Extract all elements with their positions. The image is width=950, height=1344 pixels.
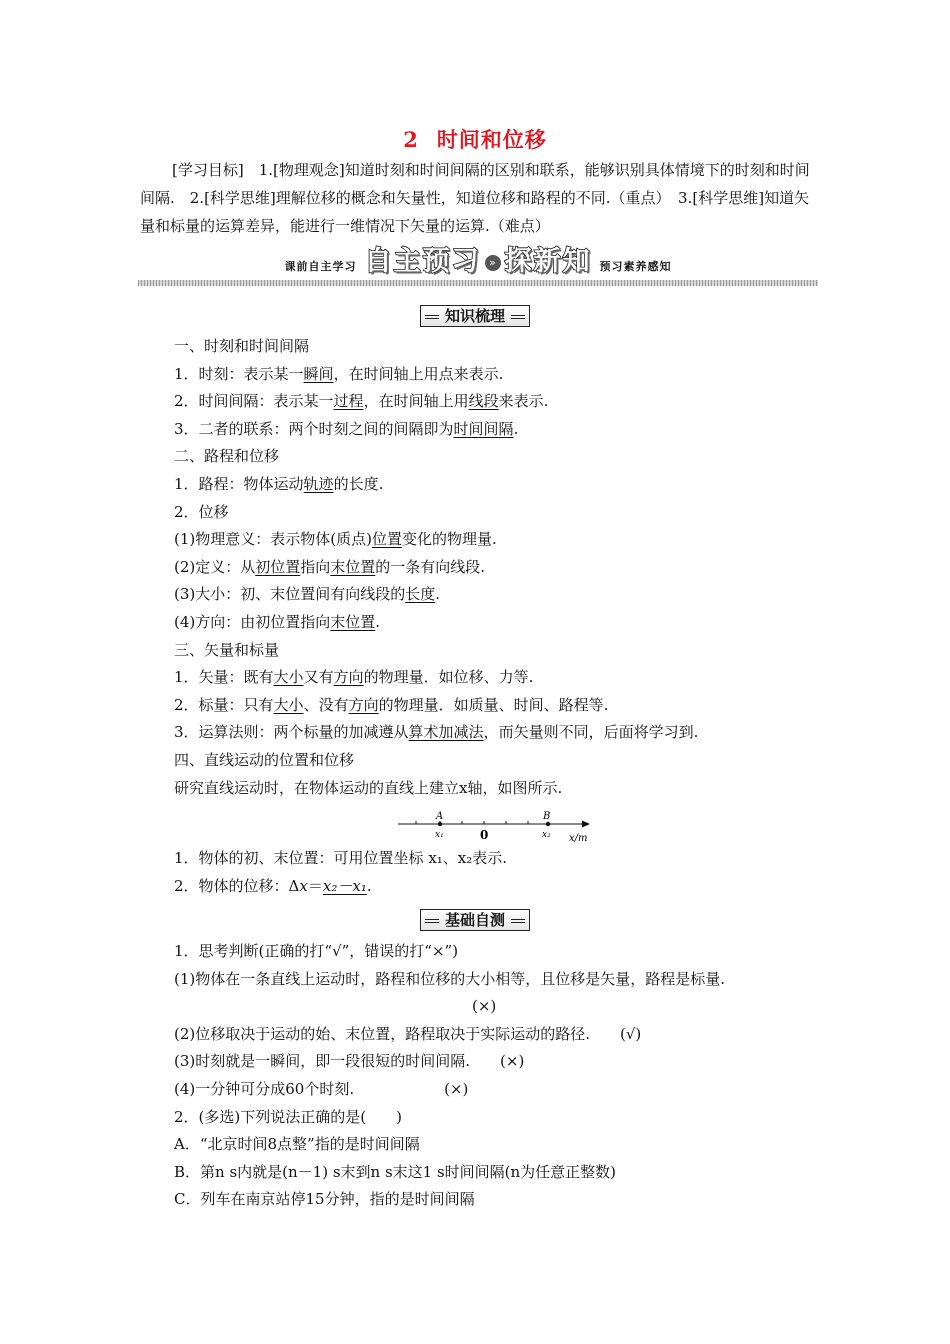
answer-blank: 方向 [348,695,379,714]
lesson-title: 时间和位移 [436,127,547,152]
page-title [0,124,950,154]
axis-notes [174,845,834,900]
answer-blank: 算术加减法 [408,723,484,742]
banner-arrow-icon: » [485,255,501,271]
answer-blank: 轨迹 [303,474,334,493]
knowledge-line: 3．运算法则：两个标量的加减遵从算术加减法，而矢量则不同，后面将学习到. [174,723,699,742]
section-header-selftest: 基础自测 [0,909,950,931]
knowledge-line: 2．标量：只有大小、没有方向的物理量．如质量、时间、路程等. [174,695,609,714]
learning-objectives: [学习目标] 1.[物理观念]知道时刻和时间间隔的区别和联系，能够识别具体情境下的时刻和时间间隔. 2.[科学思维]理解位移的概念和矢量性，知道位移和路程的不同.（重点） 3.[科学思维]知道矢量和标量的运算差异，能进行一维情况下矢量的运算.（难点） [140,161,810,235]
banner-main-text-1: 自主预习 [364,246,481,277]
answer-blank: 长度 [405,585,436,604]
knowledge-line: 1．时刻：表示某一瞬间，在时间轴上用点来表示. [174,364,504,383]
point-b-marker [546,822,550,826]
knowledge-line: 四、直线运动的位置和位移 [174,750,355,769]
knowledge-line: 1．矢量：既有大小又有方向的物理量．如位移、力等. [174,668,534,687]
knowledge-line: 二、路程和位移 [174,447,280,466]
knowledge-line: 3．二者的联系：两个时刻之间的间隔即为时间间隔. [174,419,519,438]
knowledge-line: (2)定义：从初位置指向末位置的一条有向线段. [174,557,486,576]
axis-label-x2: x₂ [542,830,551,840]
knowledge-line: (3)大小：初、末位置间有向线段的长度. [174,585,441,604]
answer-blank: 初位置 [255,557,301,576]
answer-blank: 大小 [273,695,304,714]
knowledge-line: 2．时间间隔：表示某一过程，在时间轴上用线段来表示. [174,392,549,411]
knowledge-line: 三、矢量和标量 [174,640,280,659]
selftest-line: (2)位移取决于运动的始、末位置，路程取决于实际运动的路径. (√) [174,1024,642,1043]
answer-blank: 线段 [468,392,499,411]
answer-blank: 位置 [371,530,402,549]
position-coordinate-line: 1．物体的初、末位置：可用位置坐标 x₁、x₂表示. [174,849,508,867]
selftest-line: C．列车在南京站停15分钟，指的是时间间隔 [174,1190,475,1209]
banner-divider [138,280,818,286]
knowledge-body [174,333,834,802]
answer-blank: 时间间隔 [453,419,514,438]
knowledge-line: (1)物理意义：表示物体(质点)位置变化的物理量. [174,530,497,549]
section-header-knowledge: 知识梳理 [0,305,950,327]
banner-right-text: 预习素养感知 [599,260,672,273]
knowledge-line: 1．路程：物体运动轨迹的长度. [174,474,384,493]
axis-label-b: B [543,811,551,822]
banner-left-text: 课前自主学习 [284,260,357,273]
knowledge-line: 一、时刻和时间间隔 [174,337,310,355]
answer-blank: 方向 [333,668,364,687]
selftest-body [174,938,834,1214]
answer-blank: 末位置 [330,612,376,631]
banner-main-text-2: 探新知 [504,246,592,277]
selftest-line: (4)一分钟可分成60个时刻. (×) [174,1079,469,1098]
knowledge-line: 2．位移 [174,502,229,521]
axis-label-x1: x₁ [435,830,444,840]
answer-blank: 过程 [333,392,364,411]
answer-blank: 末位置 [330,557,376,576]
selftest-line: B．第n s内就是(n－1) s末到n s末这1 s时间间隔(n为任意正整数) [174,1162,617,1181]
preview-banner [138,248,818,288]
axis-label-a: A [436,811,444,822]
knowledge-line: 研究直线运动时，在物体运动的直线上建立x轴，如图所示. [174,778,563,797]
knowledge-line: (4)方向：由初位置指向末位置. [174,612,381,631]
selftest-line: A．“北京时间8点整”指的是时间间隔 [174,1135,420,1154]
axis-label-zero: 0 [480,828,489,842]
selftest-line: (1)物体在一条直线上运动时，路程和位移的大小相等，且位移是矢量，路程是标量. [174,969,726,988]
selftest-line: (×) [472,997,497,1016]
answer-blank: 大小 [273,668,304,687]
x-axis-figure [396,808,596,848]
selftest-line: (3)时刻就是一瞬间，即一段很短的时间间隔. (×) [174,1052,525,1071]
lesson-number: 2 [403,127,419,152]
selftest-line: 2．(多选)下列说法正确的是( ) [174,1107,402,1126]
displacement-line: 2．物体的位移：Δx＝x₂－x₁. [174,876,372,895]
selftest-line: 1．思考判断(正确的打“√”，错误的打“×”) [174,942,459,960]
axis-unit-label: x/m [569,833,588,844]
point-a-marker [438,822,442,826]
answer-blank: 瞬间 [303,364,334,383]
